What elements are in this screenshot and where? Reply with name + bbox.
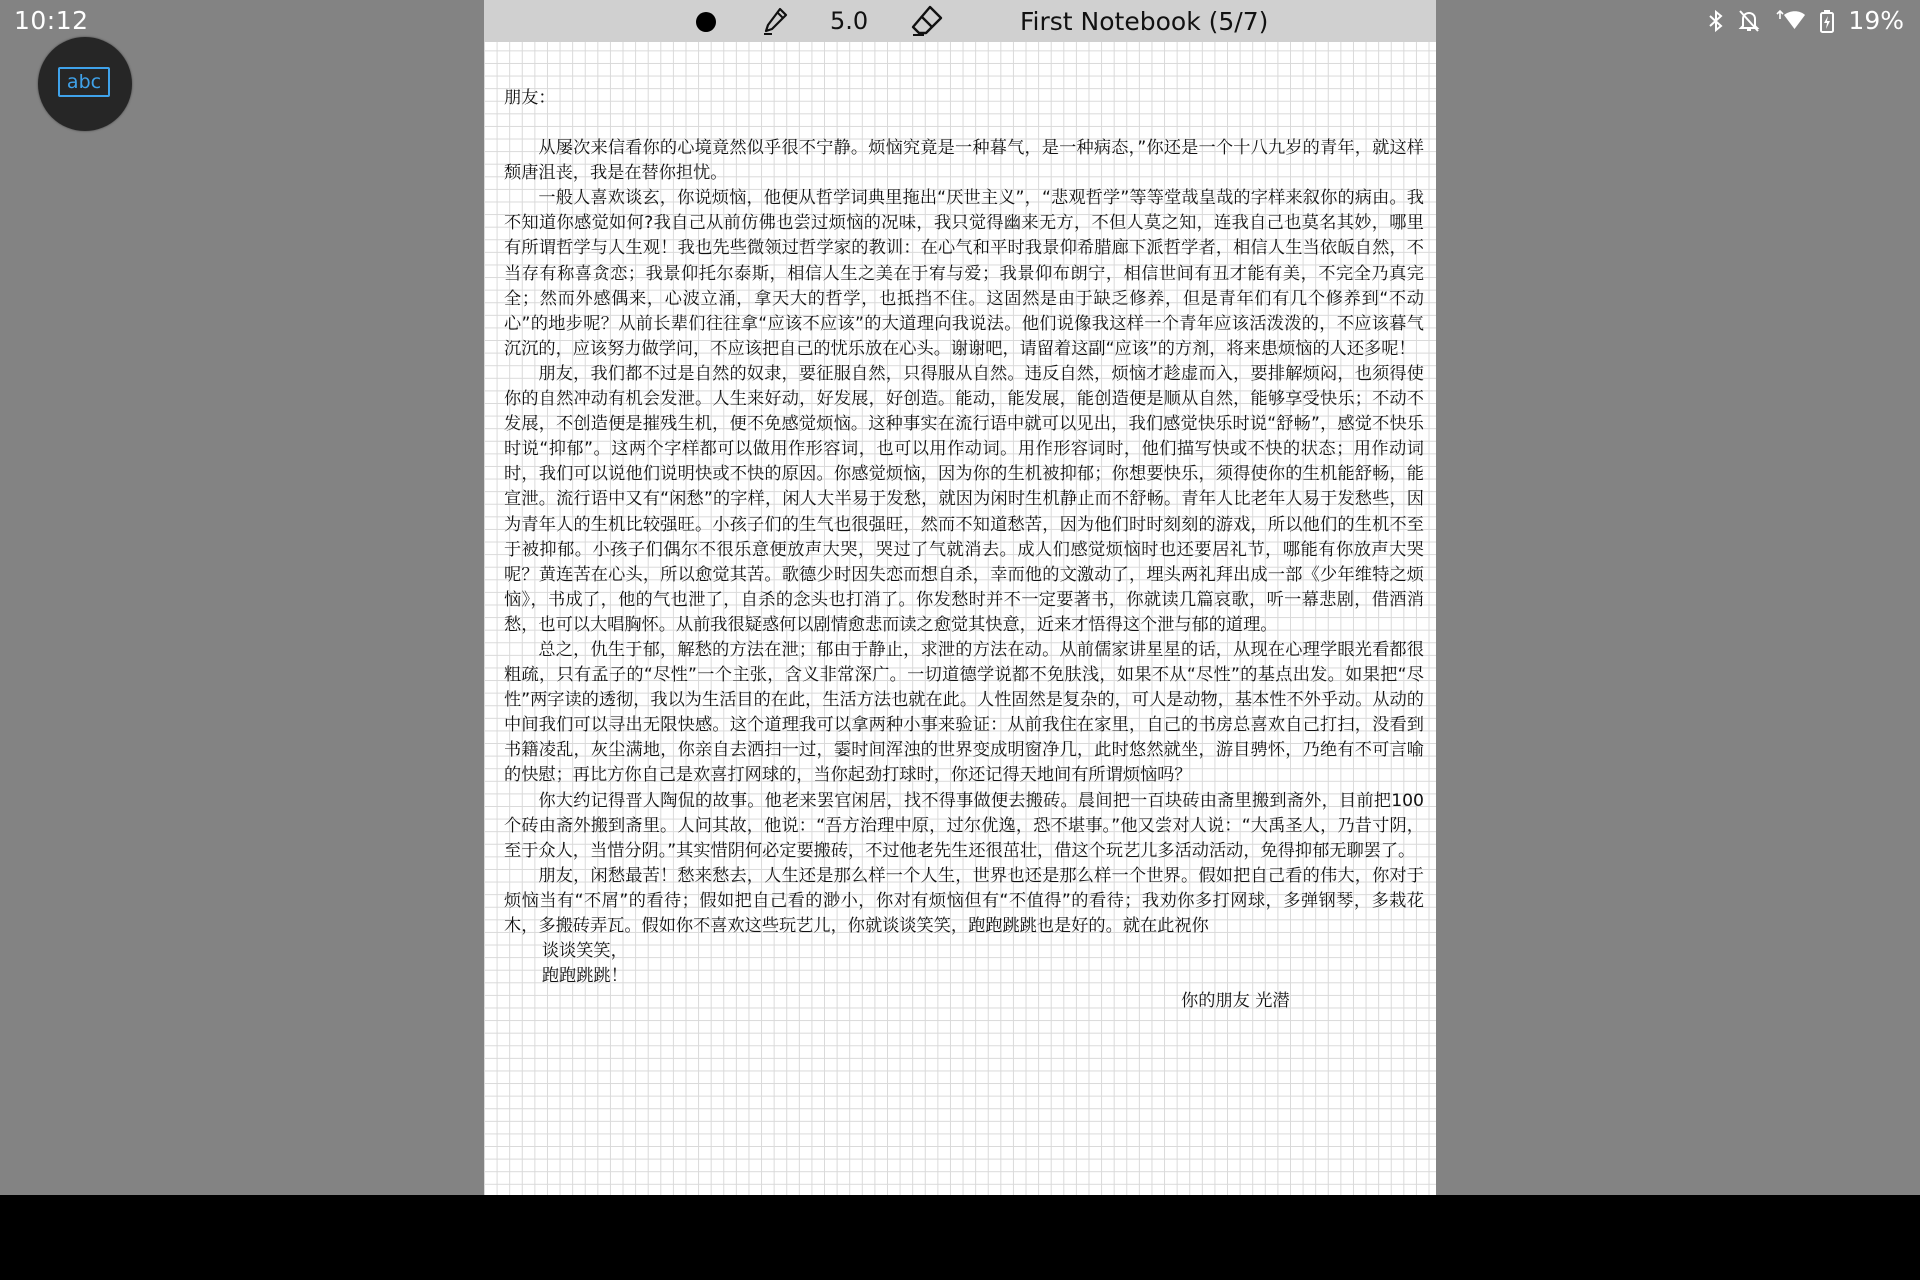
status-icons — [1708, 6, 1904, 35]
text-recognition-button[interactable] — [38, 37, 132, 131]
letter-paragraph: 一般人喜欢谈玄，你说烦恼，他便从哲学词典里拖出“厌世主义”，“悲观哲学”等等堂哉皇哉的字样来叙你的病由。我不知道你感觉如何?我自己从前仿佛也尝过烦恼的况味，我只觉得幽来无方，不但人莫之知，连我自己也莫名其妙，哪里有所谓哲学与人生观！我也先些微领过哲学家的教训：在心气和平时我景仰希腊廊下派哲学者，相信人生当依皈自然，不当存有称喜贪恋；我景仰托尔泰斯，相信人生之美在于宥与爱；我景仰布朗宁，相信世间有丑才能有美，不完全乃真完全；然而外感偶来，心波立涌，拿天大的哲学，也抵挡不住。这固然是由于缺乏修养，但是青年们有几个修养到“不动心”的地步呢？从前长辈们往往拿“应该不应该”的大道理向我说法。他们说像我这样一个青年应该活泼泼的，不应该暮气沉沉的，应该努力做学问，不应该把自己的忧乐放在心头。谢谢吧，请留着这副“应该”的方剂，将来患烦恼的人还多呢！ — [504, 188, 1424, 359]
letter-closing-line: 谈谈笑笑， — [541, 941, 628, 962]
letter-paragraph: 总之，仇生于郁，解愁的方法在泄；郁由于静止，求泄的方法在动。从前儒家讲星星的话，从现在心理学眼光看都很粗疏，只有孟子的“尽性”一个主张，含义非常深广。一切道德学说都不免肤浅，如果不从“尽性”的基点出发。如果把“尽性”两字读的透彻，我以为生活目的在此，生活方法也就在此。人性固然是复杂的，可人是动物，基本性不外乎动。从动的中间我们可以寻出无限快感。这个道理我可以拿两种小事来验证：从前我住在家里，自己的书房总喜欢自己打扫，没看到书籍凌乱，灰尘满地，你亲自去洒扫一过，霎时间浑浊的世界变成明窗净几，此时悠然就坐，游目骋怀，乃绝有不可言喻的快慰；再比方你自己是欢喜打网球的，当你起劲打球时，你还记得天地间有所谓烦恼吗？ — [504, 639, 1424, 786]
status-time: 10:12 — [14, 6, 89, 35]
notebook-title[interactable]: First Notebook (5/7) — [1020, 7, 1269, 36]
battery-icon — [1820, 9, 1834, 33]
letter-greeting: 朋友： — [504, 88, 556, 108]
status-bar — [0, 0, 1920, 42]
stroke-size-label[interactable]: 5.0 — [830, 7, 869, 35]
notifications-off-icon — [1738, 9, 1760, 33]
notebook-page[interactable] — [484, 0, 1436, 1195]
bottom-bar — [0, 1195, 1920, 1280]
bluetooth-icon — [1708, 9, 1724, 33]
wifi-icon — [1774, 9, 1806, 33]
letter-paragraph: 你大约记得晋人陶侃的故事。他老来罢官闲居，找不得事做便去搬砖。晨间把一百块砖由斋里搬到斋外，目前把100个砖由斋外搬到斋里。人问其故，他说：“吾方治理中原，过尔优逸，恐不堪事。”他又尝对人说：“大禹圣人，乃昔寸阴，至于众人，当惜分阴。”其实惜阴何必定要搬砖，不过他老先生还很茁壮，借这个玩艺儿多活动活动，免得抑郁无聊罢了。 — [504, 790, 1424, 861]
battery-percentage: 19% — [1848, 6, 1904, 35]
letter-closing-line: 跑跑跳跳！ — [541, 966, 628, 987]
letter-text — [504, 86, 1424, 1014]
letter-paragraph: 从屡次来信看你的心境竟然似乎很不宁静。烦恼究竟是一种暮气，是一种病态，”你还是一个十八九岁的青年，就这样颓唐沮丧，我是在替你担忧。 — [504, 138, 1424, 184]
text-recognition-icon — [58, 67, 110, 97]
letter-paragraph: 朋友，我们都不过是自然的奴隶，要征服自然，只得服从自然。违反自然，烦恼才趁虚而入，要排解烦闷，也须得使你的自然冲动有机会发泄。人生来好动，好发展，好创造。能动，能发展，能创造便是顺从自然，能够享受快乐；不动不发展，不创造便是摧残生机，便不免感觉烦恼。这种事实在流行语中就可以见出，我们感觉快乐时说“舒畅”，感觉不快乐时说“抑郁”。这两个字样都可以做用作形容词，也可以用作动词。用作形容词时，他们描写快或不快的状态；用作动词时，我们可以说他们说明快或不快的原因。你感觉烦恼，因为你的生机被抑郁；你想要快乐，须得使你的生机能舒畅，能宣泄。流行语中又有“闲愁”的字样，闲人大半易于发愁，就因为闲时生机静止而不舒畅。青年人比老年人易于发愁些，因为青年人的生机比较强旺。小孩子们的生气也很强旺，然而不知道愁苦，因为他们时时刻刻的游戏，所以他们的生机不至于被抑郁。小孩子们偶尔不很乐意便放声大哭，哭过了气就消去。成人们感觉烦恼时也还要居礼节，哪能有你放声大哭呢？黄连苦在心头，所以愈觉其苦。歌德少时因失恋而想自杀，幸而他的文激动了，埋头两礼拜出成一部《少年维特之烦恼》，书成了，他的气也泄了，自杀的念头也打消了。你发愁时并不一定要著书，你就读几篇哀歌，听一幕悲剧，借酒消愁，也可以大唱胸怀。从前我很疑惑何以剧情愈悲而读之愈觉其快意，近来才悟得这个泄与郁的道理。 — [504, 363, 1424, 635]
abc-label: abc — [66, 71, 102, 93]
letter-signature: 你的朋友 光潜 — [1181, 991, 1290, 1012]
letter-paragraph: 朋友，闲愁最苦！愁来愁去，人生还是那么样一个人生，世界也还是那么样一个世界。假如把自己看的伟大，你对于烦恼当有“不屑”的看待；假如把自己看的渺小，你对有烦恼但有“不值得”的看待；我劝你多打网球，多弹钢琴，多栽花木，多搬砖弄瓦。假如你不喜欢这些玩艺儿，你就谈谈笑笑，跑跑跳跳也是好的。就在此祝你 — [504, 865, 1424, 936]
